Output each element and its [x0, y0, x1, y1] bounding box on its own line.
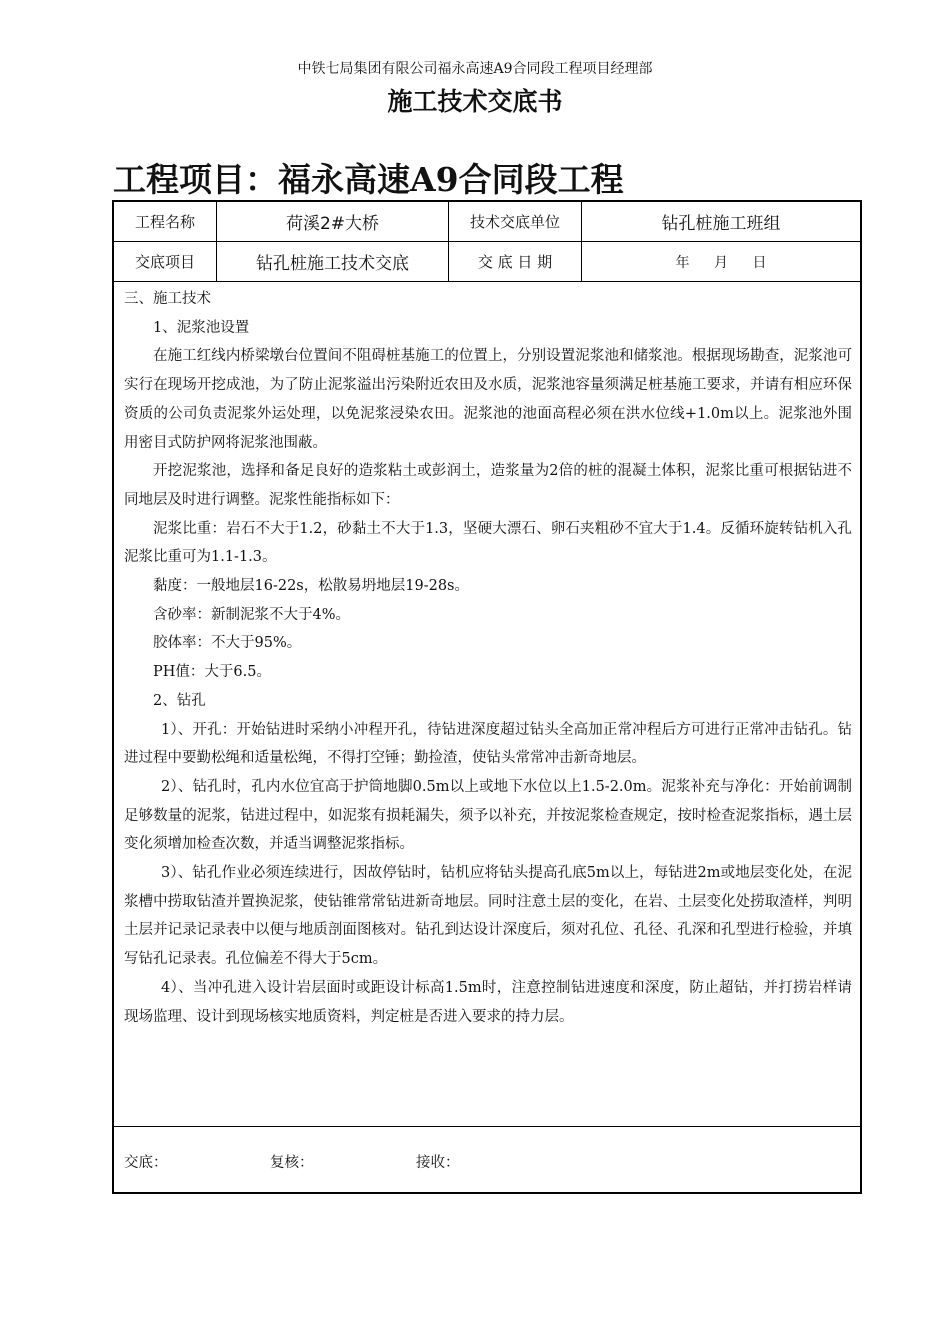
- disclosure-unit-value: 钻孔桩施工班组: [661, 214, 781, 234]
- paragraph: 泥浆比重：岩石不大于1.2，砂黏土不大于1.3，坚硬大漂石、卵石夹粗砂不宜大于1.4。反循环旋转钻机入孔泥浆比重可为1.1-1.3。: [124, 520, 852, 566]
- project-line: 工程项目：福永高速A9合同段工程: [113, 160, 624, 199]
- disclosure-date-value: 年 月 日: [675, 254, 767, 271]
- info-row-2: [114, 242, 860, 282]
- info-row-1: [114, 202, 860, 242]
- company-header: 中铁七局集团有限公司福永高速A9合同段工程项目经理部: [297, 61, 653, 77]
- disclosure-item-value: 钻孔桩施工技术交底: [217, 242, 449, 281]
- paragraph: 在施工红线内桥梁墩台位置间不阻碍桩基施工的位置上，分别设置泥浆池和储浆池。根据现场勘查，泥浆池可实行在现场开挖成池，为了防止泥浆溢出污染附近农田及水质，泥浆池容量须满足桩基施工要求，并请有相应环保资质的公司负责泥浆外运处理，以免泥浆浸染农田。泥浆池的池面高程必须在洪水位线+1.0m以上。泥浆池外围用密目式防护网将泥浆池围蔽。: [124, 348, 852, 451]
- paragraph: 4）、当冲孔进入设计岩层面时或距设计标高1.5m时，注意控制钻进速度和深度，防止超钻，并打捞岩样请现场监理、设计到现场核实地质资料，判定桩是否进入要求的持力层。: [124, 979, 852, 1025]
- paragraph: 1）、开孔：开始钻进时采纳小冲程开孔，待钻进深度超过钻头全高加正常冲程后方可进行正常冲击钻孔。钻进过程中要勤松绳和适量松绳，不得打空锤；勤捡渣，使钻头常常冲击新奇地层。: [124, 721, 852, 767]
- handover-signature-label: 交底：: [124, 1155, 168, 1171]
- project-name-label: 工程名称: [114, 202, 217, 241]
- project-name-value: 荷溪2#大桥: [217, 202, 449, 241]
- review-signature-label: 复核：: [270, 1155, 314, 1171]
- paragraph: 2）、钻孔时，孔内水位宜高于护筒地脚0.5m以上或地下水位以上1.5-2.0m。泥浆补充与净化：开始前调制足够数量的泥浆，钻进过程中，如泥浆有损耗漏失，须予以补充，并按泥浆检查规定，按时检查泥浆指标，遇土层变化须增加检查次数，并适当调整泥浆指标。: [124, 778, 852, 853]
- document-title: 施工技术交底书: [387, 87, 563, 116]
- section-title: 三、施工技术: [124, 291, 211, 307]
- signature-row: [114, 1127, 860, 1192]
- paragraph: 开挖泥浆池，选择和备足良好的造浆粘土或彭润土，造浆量为2倍的桩的混凝土体积，泥浆比重可根据钻进不同地层及时进行调整。泥浆性能指标如下：: [124, 463, 852, 508]
- receive-signature-label: 接收：: [416, 1155, 460, 1171]
- disclosure-date-label: 交 底 日 期: [449, 242, 582, 281]
- disclosure-item-label: 交底项目: [114, 242, 217, 281]
- disclosure-form: [112, 200, 862, 1194]
- paragraph: 含砂率：新制泥浆不大于4%。: [153, 606, 351, 623]
- subsection-drilling: 2、钻孔: [153, 692, 206, 709]
- technical-content: [114, 282, 860, 1127]
- subsection-mud-pit: 1、泥浆池设置: [153, 319, 250, 336]
- paragraph: 胶体率：不大于95%。: [153, 635, 302, 652]
- paragraph: 黏度：一般地层16-22s，松散易坍地层19-28s。: [153, 578, 469, 595]
- paragraph: 3）、钻孔作业必须连续进行，因故停钻时，钻机应将钻头提高孔底5m以上，每钻进2m或地层变化处，在泥浆槽中捞取钻渣并置换泥浆，使钻锥常常钻进新奇地层。同时注意土层的变化，在岩、土层变化处捞取渣样，判明土层并记录记录表中以便与地质剖面图核对。钻孔到达设计深度后，须对孔位、孔径、孔深和孔型进行检验，并填写钻孔记录表。孔位偏差不得大于5cm。: [124, 865, 852, 968]
- disclosure-unit-label: 技术交底单位: [449, 202, 582, 241]
- paragraph: PH值：大于6.5。: [153, 664, 271, 681]
